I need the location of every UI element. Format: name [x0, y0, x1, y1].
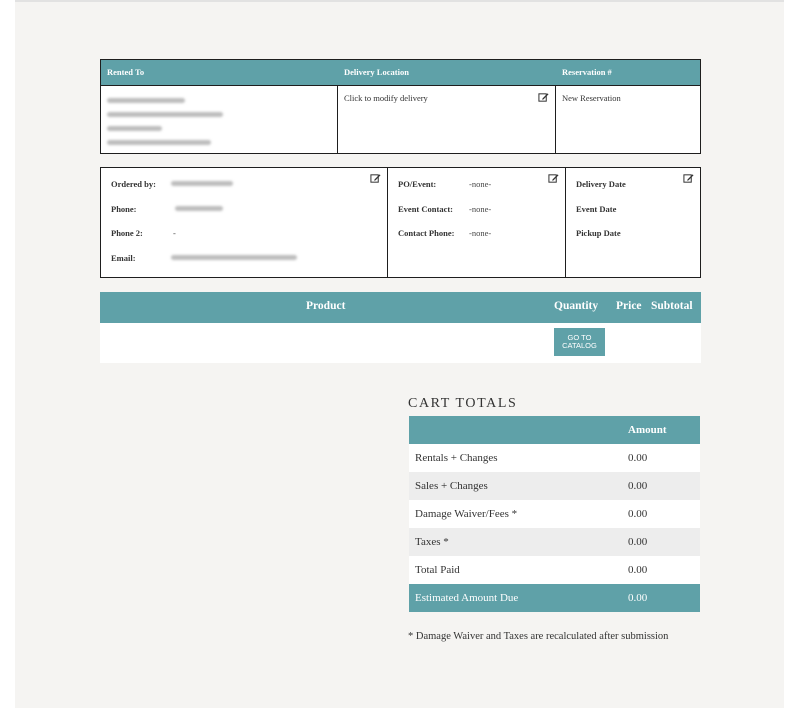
cart-row-amount: 0.00 — [628, 564, 648, 576]
redacted-email — [171, 255, 297, 260]
product-table-header — [100, 292, 701, 323]
customer-details — [101, 168, 388, 277]
edit-icon[interactable] — [537, 91, 549, 103]
redacted-ordered-by — [171, 181, 233, 186]
delivery-date-label: Delivery Date — [576, 179, 626, 189]
amount-column-header: Amount — [628, 424, 667, 436]
cart-row — [409, 528, 700, 556]
edit-icon[interactable] — [547, 172, 559, 184]
date-details — [566, 168, 700, 277]
pickup-date-row — [576, 228, 690, 253]
delivery-location-cell[interactable] — [338, 86, 556, 153]
ordered-by-row — [111, 179, 377, 204]
price-column-header: Price — [616, 300, 642, 312]
redacted-address-line1 — [107, 112, 223, 117]
reservation-header: Reservation # — [562, 67, 612, 77]
phone2-row — [111, 228, 377, 253]
estimated-amount-due-value: 0.00 — [628, 592, 648, 604]
cart-row — [409, 444, 700, 472]
recalculation-footnote: * Damage Waiver and Taxes are recalculated after submission — [408, 631, 669, 642]
rental-info-table — [100, 59, 701, 154]
estimated-amount-due-row — [409, 584, 700, 612]
event-contact-value: -none- — [469, 203, 492, 214]
phone-row — [111, 204, 377, 229]
event-contact-label: Event Contact: — [398, 203, 454, 214]
redacted-address-line3 — [107, 140, 211, 145]
product-table-body — [100, 323, 701, 363]
cart-row — [409, 556, 700, 584]
reservation-value: New Reservation — [562, 93, 621, 103]
ordered-by-label: Ordered by: — [111, 179, 156, 189]
po-event-value: -none- — [469, 179, 492, 189]
email-label: Email: — [111, 252, 136, 263]
product-column-header: Product — [306, 300, 346, 312]
cart-row-label: Rentals + Changes — [415, 452, 498, 464]
redacted-name — [107, 98, 185, 103]
cart-row-amount: 0.00 — [628, 536, 648, 548]
cart-row-label: Taxes * — [415, 536, 449, 548]
cart-row-label: Sales + Changes — [415, 480, 488, 492]
cart-row-amount: 0.00 — [628, 480, 648, 492]
event-date-label: Event Date — [576, 203, 617, 214]
delivery-date-row — [576, 179, 690, 204]
estimated-amount-due-label: Estimated Amount Due — [415, 592, 519, 604]
email-row — [111, 253, 377, 278]
cart-totals-table — [409, 416, 700, 612]
pickup-date-label: Pickup Date — [576, 228, 621, 238]
subtotal-column-header: Subtotal — [651, 300, 693, 312]
cart-row-label: Damage Waiver/Fees * — [415, 508, 518, 520]
cart-row — [409, 472, 700, 500]
reservation-cell — [556, 86, 700, 153]
rented-to-header: Rented To — [107, 67, 145, 77]
contact-phone-label: Contact Phone: — [398, 228, 455, 238]
modify-delivery-link[interactable]: Click to modify delivery — [344, 93, 428, 103]
order-details-table — [100, 167, 701, 278]
redacted-address-line2 — [107, 126, 162, 131]
edit-icon[interactable] — [369, 172, 381, 184]
quantity-column-header: Quantity — [554, 300, 599, 312]
edit-icon[interactable] — [682, 172, 694, 184]
cart-totals-header — [409, 416, 700, 444]
rental-info-body — [101, 86, 700, 153]
rented-to-cell — [101, 86, 338, 153]
redacted-phone — [175, 206, 223, 211]
phone2-label: Phone 2: — [111, 228, 143, 238]
contact-phone-row — [398, 228, 555, 253]
cart-row — [409, 500, 700, 528]
phone2-value: - — [173, 228, 176, 238]
event-details — [388, 168, 566, 277]
po-event-label: PO/Event: — [398, 179, 437, 189]
event-contact-row — [398, 204, 555, 229]
cart-row-amount: 0.00 — [628, 508, 648, 520]
contact-phone-value: -none- — [469, 228, 492, 238]
phone-label: Phone: — [111, 203, 137, 214]
go-to-catalog-button[interactable]: GO TO CATALOG — [554, 328, 605, 356]
po-event-row — [398, 179, 555, 204]
delivery-location-header: Delivery Location — [344, 67, 409, 77]
event-date-row — [576, 204, 690, 229]
cart-row-label: Total Paid — [415, 564, 460, 576]
rental-info-header — [101, 60, 700, 86]
cart-row-amount: 0.00 — [628, 452, 648, 464]
cart-totals-title: CART TOTALS — [408, 396, 518, 411]
